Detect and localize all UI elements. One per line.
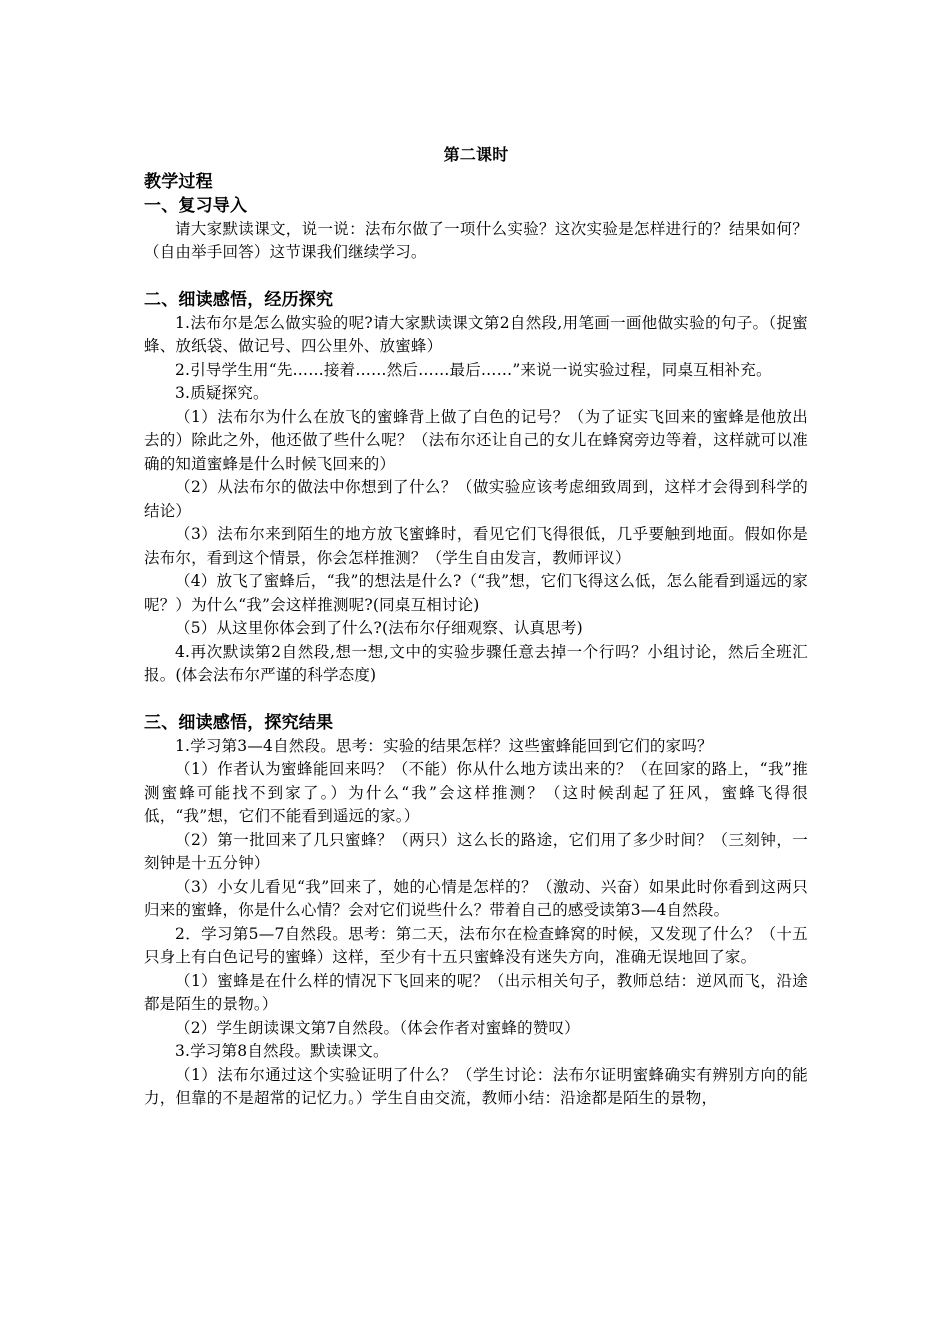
paragraph: （1）作者认为蜜蜂能回来吗？（不能）你从什么地方读出来的？（在回家的路上，“我”推测蜜蜂可能找不到家了。）为什么“我”会这样推测？（这时候刮起了狂风，蜜蜂飞得很低，“我”想，它们不能看到遥远的家。） [144,760,808,825]
paragraph: 3.质疑探究。 [175,384,269,402]
paragraph: 2．学习第5—7自然段。思考：第二天，法布尔在检查蜂窝的时候，又发现了什么？（十五只身上有白色记号的蜜蜂）这样，至少有十五只蜜蜂没有迷失方向，准确无误地回了家。 [144,924,808,966]
paragraph: 2.引导学生用“先……接着……然后……最后……”来说一说实验过程，同桌互相补充。 [175,360,772,379]
paragraph: 请大家默读课文，说一说：法布尔做了一项什么实验？这次实验是怎样进行的？结果如何？（自由举手回答）这节课我们继续学习。 [144,219,808,261]
lesson-title: 第二课时 [443,145,509,164]
paragraph: （3）小女儿看见“我”回来了，她的心情是怎样的？（激动、兴奋）如果此时你看到这两只归来的蜜蜂，你是什么心情？会对它们说些什么？带着自己的感受读第3—4自然段。 [144,877,808,919]
paragraph: 3.学习第8自然段。默读课文。 [175,1042,389,1060]
paragraph: 1.学习第3—4自然段。思考：实验的结果怎样？这些蜜蜂能回到它们的家吗？ [175,736,713,755]
paragraph: （2）第一批回来了几只蜜蜂？（两只）这么长的路途，它们用了多少时间？（三刻钟，一刻钟是十五分钟） [144,830,808,872]
blank-line [144,688,808,711]
paragraph: （2）学生朗读课文第7自然段。（体会作者对蜜蜂的赞叹） [175,1018,580,1037]
document-body [144,143,808,1111]
paragraph: （1）蜜蜂是在什么样的情况下飞回来的呢？（出示相关句子，教师总结：逆风而飞，沿途都是陌生的景物。） [144,971,808,1013]
paragraph: （4）放飞了蜜蜂后，“我”的想法是什么?（“我”想，它们飞得这么低，怎么能看到遥远的家呢？）为什么“我”会这样推测呢?(同桌互相讨论) [144,572,808,614]
section3-heading: 三、细读感悟，探究结果 [144,712,334,733]
paragraph: （3）法布尔来到陌生的地方放飞蜜蜂时，看见它们飞得很低，几乎要触到地面。假如你是法布尔，看到这个情景，你会怎样推测？（学生自由发言，教师评议） [144,525,808,567]
paragraph: （1）法布尔通过这个实验证明了什么？（学生讨论：法布尔证明蜜蜂确实有辨别方向的能力，但靠的不是超常的记忆力。）学生自由交流，教师小结：沿途都是陌生的景物， [144,1065,808,1107]
blank-line [144,265,808,288]
paragraph: 1.法布尔是怎么做实验的呢?请大家默读课文第2自然段,用笔画一画他做实验的句子。（捉蜜蜂、放纸袋、做记号、四公里外、放蜜蜂） [144,313,808,355]
section1-heading: 一、复习导入 [144,195,248,216]
paragraph: （5）从这里你体会到了什么?(法布尔仔细观察、认真思考) [175,619,583,637]
paragraph: （2）从法布尔的做法中你想到了什么？（做实验应该考虑细致周到，这样才会得到科学的结论） [144,478,808,520]
process-heading: 教学过程 [144,171,213,192]
section2-heading: 二、细读感悟，经历探究 [144,289,334,310]
paragraph: （1）法布尔为什么在放飞的蜜蜂背上做了白色的记号？（为了证实飞回来的蜜蜂是他放出去的）除此之外，他还做了些什么呢？（法布尔还让自己的女儿在蜂窝旁边等着，这样就可以准确的知道蜜蜂是什么时候飞回来的） [144,407,808,473]
paragraph: 4.再次默读第2自然段,想一想,文中的实验步骤任意去掉一个行吗？小组讨论，然后全班汇报。(体会法布尔严谨的科学态度) [144,642,808,684]
